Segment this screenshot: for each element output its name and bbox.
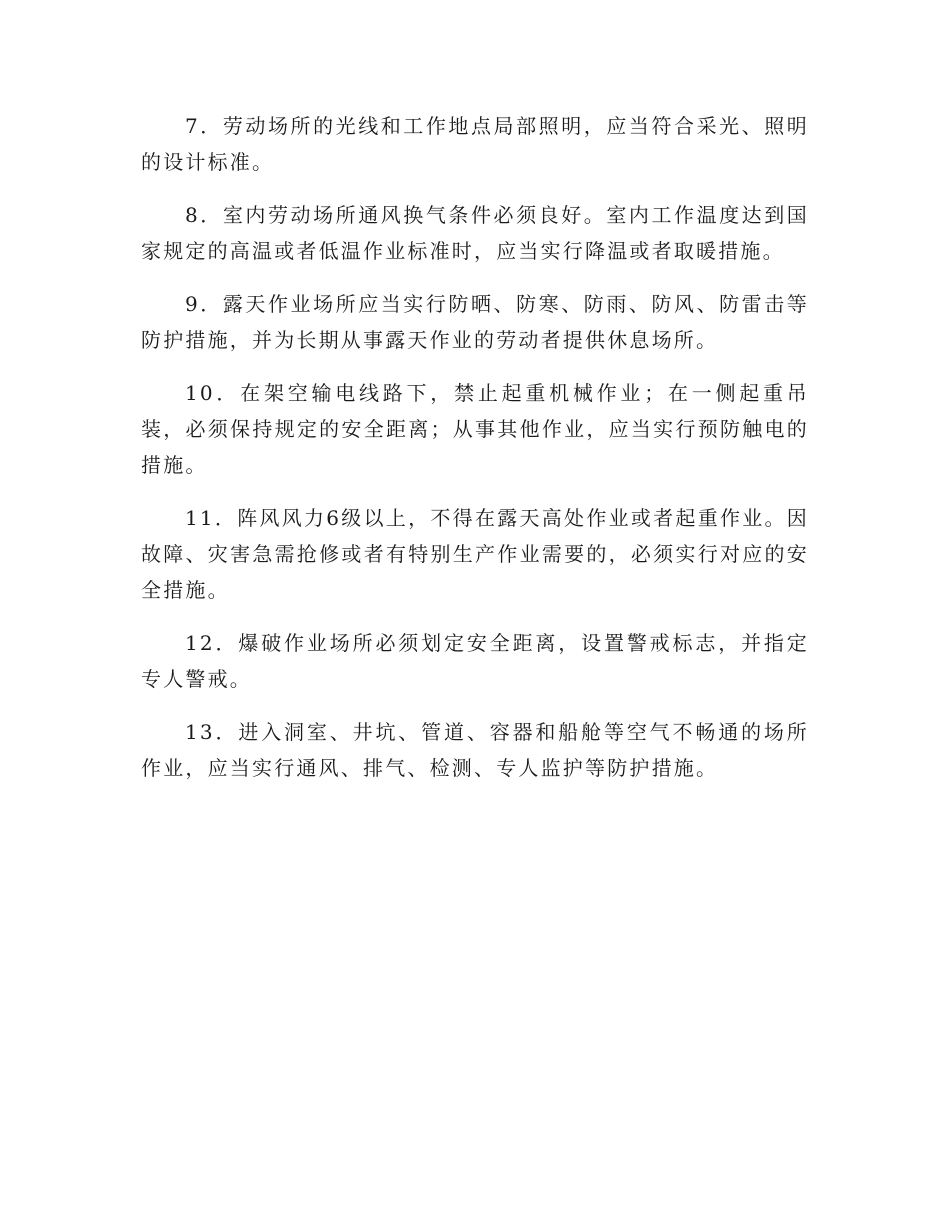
paragraph-item-7: 7．劳动场所的光线和工作地点局部照明，应当符合采光、照明的设计标准。 (141, 114, 809, 174)
paragraph-item-10: 10．在架空输电线路下，禁止起重机械作业；在一侧起重吊装，必须保持规定的安全距离；从事其他作业，应当实行预防触电的措施。 (141, 381, 809, 477)
paragraph-item-12: 12．爆破作业场所必须划定安全距离，设置警戒标志，并指定专人警戒。 (141, 631, 809, 691)
paragraph-item-11: 11．阵风风力6级以上，不得在露天高处作业或者起重作业。因故障、灾害急需抢修或者有特别生产作业需要的，必须实行对应的安全措施。 (141, 506, 809, 602)
paragraph-item-9: 9．露天作业场所应当实行防晒、防寒、防雨、防风、防雷击等防护措施，并为长期从事露天作业的劳动者提供休息场所。 (141, 292, 809, 352)
paragraph-item-8: 8．室内劳动场所通风换气条件必须良好。室内工作温度达到国家规定的高温或者低温作业标准时，应当实行降温或者取暖措施。 (141, 203, 809, 263)
paragraph-item-13: 13．进入洞室、井坑、管道、容器和船舱等空气不畅通的场所作业，应当实行通风、排气、检测、专人监护等防护措施。 (141, 720, 809, 780)
document-body (141, 108, 809, 803)
